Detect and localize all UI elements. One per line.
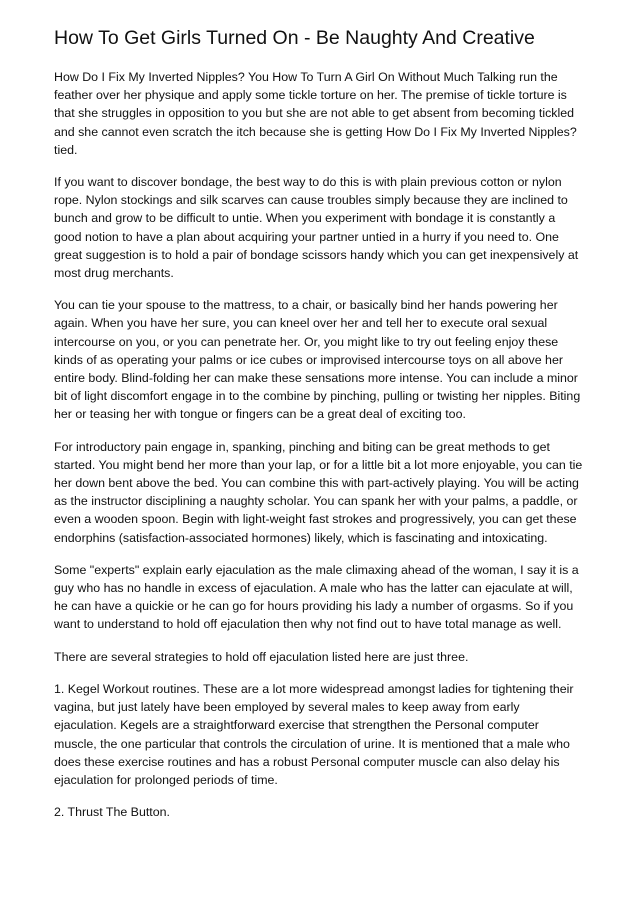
paragraph-8: 2. Thrust The Button. [54,805,170,820]
page-title: How To Get Girls Turned On - Be Naughty And Creative [54,27,535,49]
paragraph-5: Some "experts" explain early ejaculation as the male climaxing ahead of the woman, I say it is a guy who has no handle in excess of ejaculation. A male who has the latter can ejaculate at will, he can have a quickie or he can go for hours providing his lady a number of orgasms. So if you want to understand to hold off ejaculation then why not find out to have total manage as well. [54,562,579,632]
paragraph-7: 1. Kegel Workout routines. These are a lot more widespread amongst ladies for tightening their vagina, but just lately have been employed by several males to keep away from early ejaculation. Kegels are a straightforward exercise that strengthen the Personal computer muscle, the one particular that controls the circulation of urine. It is mentioned that a male who does these exercise routines and has a robust Personal computer muscle can also delay his ejaculation for prolonged periods of time. [54,681,574,787]
paragraph-2: If you want to discover bondage, the best way to do this is with plain previous cotton or nylon rope. Nylon stockings and silk scarves can cause troubles simply because they are inclined to bunch and grow to be difficult to untie. When you experiment with bondage it is constantly a good notion to have a plan about acquiring your partner untied in a hurry if you need to. One great suggestion is to hold a pair of bondage scissors handy which you can get inexpensively at most drug merchants. [54,175,579,281]
paragraph-6: There are several strategies to hold off ejaculation listed here are just three. [54,649,469,664]
paragraph-3: You can tie your spouse to the mattress, to a chair, or basically bind her hands powering her again. When you have her sure, you can kneel over her and tell her to execute oral sexual intercourse on you, or you can penetrate her. Or, you might like to try out feeling enjoy these kinds of as operating your palms or ice cubes or improvised intercourse toys on all above her entire body. Blind-folding her can make these sensations more intense. You can include a minor bit of light discomfort engage in to the combine by pinching, pulling or twisting her nipples. Biting her or teasing her with tongue or fingers can be a great deal of exciting too. [54,298,581,422]
paragraph-1: How Do I Fix My Inverted Nipples? You How To Turn A Girl On Without Much Talking run the feather over her physique and apply some tickle torture on her. The premise of tickle torture is that she struggles in opposition to you but she are not able to get absent from becoming tickled and she cannot even scratch the itch because she is getting How Do I Fix My Inverted Nipples? tied. [54,70,577,157]
paragraph-4: For introductory pain engage in, spanking, pinching and biting can be great methods to get started. You might bend her more than your lap, or for a little bit a lot more enjoyable, you can tie her down bent above the bed. You can combine this with part-actively playing. You will be acting as the instructor disciplining a naughty scholar. You can spank her with your palms, a paddle, or even a wooden spoon. Begin with light-weight fast strokes and progressively, you can get these endorphins (satisfaction-associated hormones) likely, which is fascinating and intoxicating. [54,439,583,545]
